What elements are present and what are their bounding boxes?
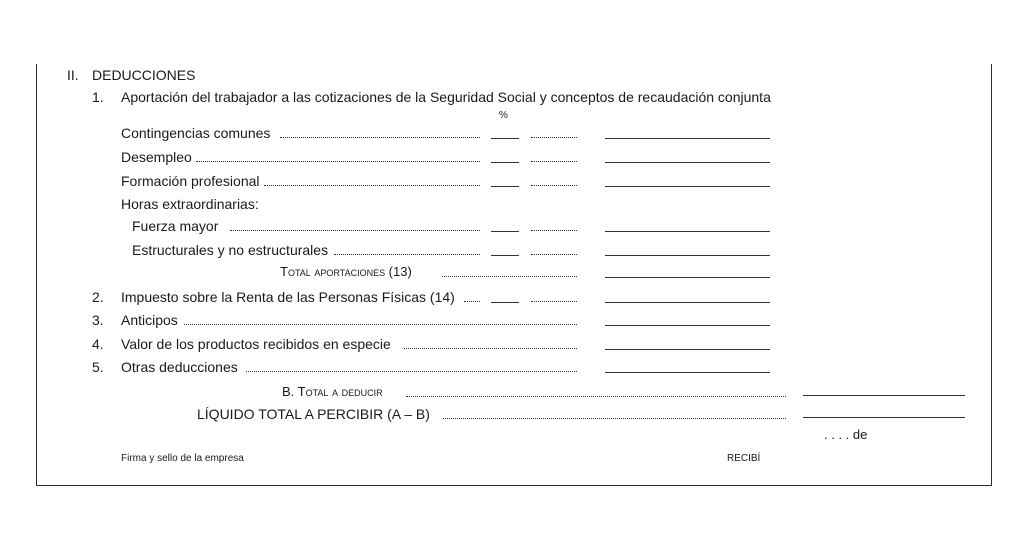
row-contingencias-percent-field[interactable] <box>491 138 519 139</box>
percent-header: % <box>499 110 508 121</box>
total-aportaciones-label: Total aportaciones (13) <box>280 264 412 279</box>
total-aportaciones-amount-field[interactable] <box>605 277 770 278</box>
row-formacion-base-leader <box>531 185 577 186</box>
item3-leader <box>184 324 577 325</box>
row-estructurales-label: Estructurales y no estructurales <box>132 242 329 258</box>
section-title: DEDUCCIONES <box>92 67 196 83</box>
row-contingencias-amount-field[interactable] <box>605 138 770 139</box>
total-deducir-label: B. Total a deducir <box>282 384 383 399</box>
item2-percent-field[interactable] <box>491 302 519 303</box>
item2-amount-field[interactable] <box>605 302 770 303</box>
item4-leader <box>404 348 577 349</box>
item5-leader <box>246 371 577 372</box>
item3-number: 3. <box>92 312 104 328</box>
row-contingencias-label: Contingencias comunes <box>121 125 271 141</box>
row-contingencias-base-leader <box>531 137 577 138</box>
received-label: RECIBÍ <box>727 453 761 464</box>
row-desempleo-amount-field[interactable] <box>605 162 770 163</box>
item2-base-leader <box>531 301 577 302</box>
row-desempleo-label: Desempleo <box>121 149 192 165</box>
row-fuerza-mayor-percent-field[interactable] <box>491 231 519 232</box>
row-estructurales-leader <box>334 254 480 255</box>
item2-text: Impuesto sobre la Renta de las Personas Físicas (14) <box>121 289 455 305</box>
item4-amount-field[interactable] <box>605 349 770 350</box>
row-formacion-label: Formación profesional <box>121 173 260 189</box>
date-fragment: . . . . de <box>824 427 868 442</box>
row-formacion-percent-field[interactable] <box>491 186 519 187</box>
item2-leader <box>464 301 480 302</box>
row-desempleo-leader <box>196 161 480 162</box>
item2-number: 2. <box>92 289 104 305</box>
item1-number: 1. <box>92 89 104 105</box>
row-desempleo-percent-field[interactable] <box>491 162 519 163</box>
liquido-total-label: LÍQUIDO TOTAL A PERCIBIR (A – B) <box>197 406 430 422</box>
row-fuerza-mayor-leader <box>230 230 480 231</box>
row-contingencias-leader <box>280 137 480 138</box>
row-formacion-leader <box>264 185 480 186</box>
overtime-heading: Horas extraordinarias: <box>121 196 259 212</box>
total-deducir-amount-field[interactable] <box>803 395 965 396</box>
total-aportaciones-leader <box>442 276 577 277</box>
row-fuerza-mayor-base-leader <box>531 230 577 231</box>
item3-amount-field[interactable] <box>605 325 770 326</box>
row-estructurales-percent-field[interactable] <box>491 255 519 256</box>
item5-number: 5. <box>92 359 104 375</box>
item5-amount-field[interactable] <box>605 372 770 373</box>
signature-label: Firma y sello de la empresa <box>121 453 244 464</box>
section-numeral: II. <box>67 67 79 83</box>
liquido-total-leader <box>443 418 786 419</box>
item3-text: Anticipos <box>121 312 178 328</box>
row-fuerza-mayor-label: Fuerza mayor <box>132 218 219 234</box>
item4-text: Valor de los productos recibidos en especie <box>121 336 391 352</box>
item5-text: Otras deducciones <box>121 359 238 375</box>
row-estructurales-amount-field[interactable] <box>605 255 770 256</box>
row-estructurales-base-leader <box>531 254 577 255</box>
total-deducir-leader <box>406 396 786 397</box>
item4-number: 4. <box>92 336 104 352</box>
row-fuerza-mayor-amount-field[interactable] <box>605 231 770 232</box>
item1-text: Aportación del trabajador a las cotizaciones de la Seguridad Social y conceptos de recaudación conjunta <box>121 89 771 105</box>
liquido-total-amount-field[interactable] <box>803 417 965 418</box>
row-desempleo-base-leader <box>531 161 577 162</box>
row-formacion-amount-field[interactable] <box>605 186 770 187</box>
